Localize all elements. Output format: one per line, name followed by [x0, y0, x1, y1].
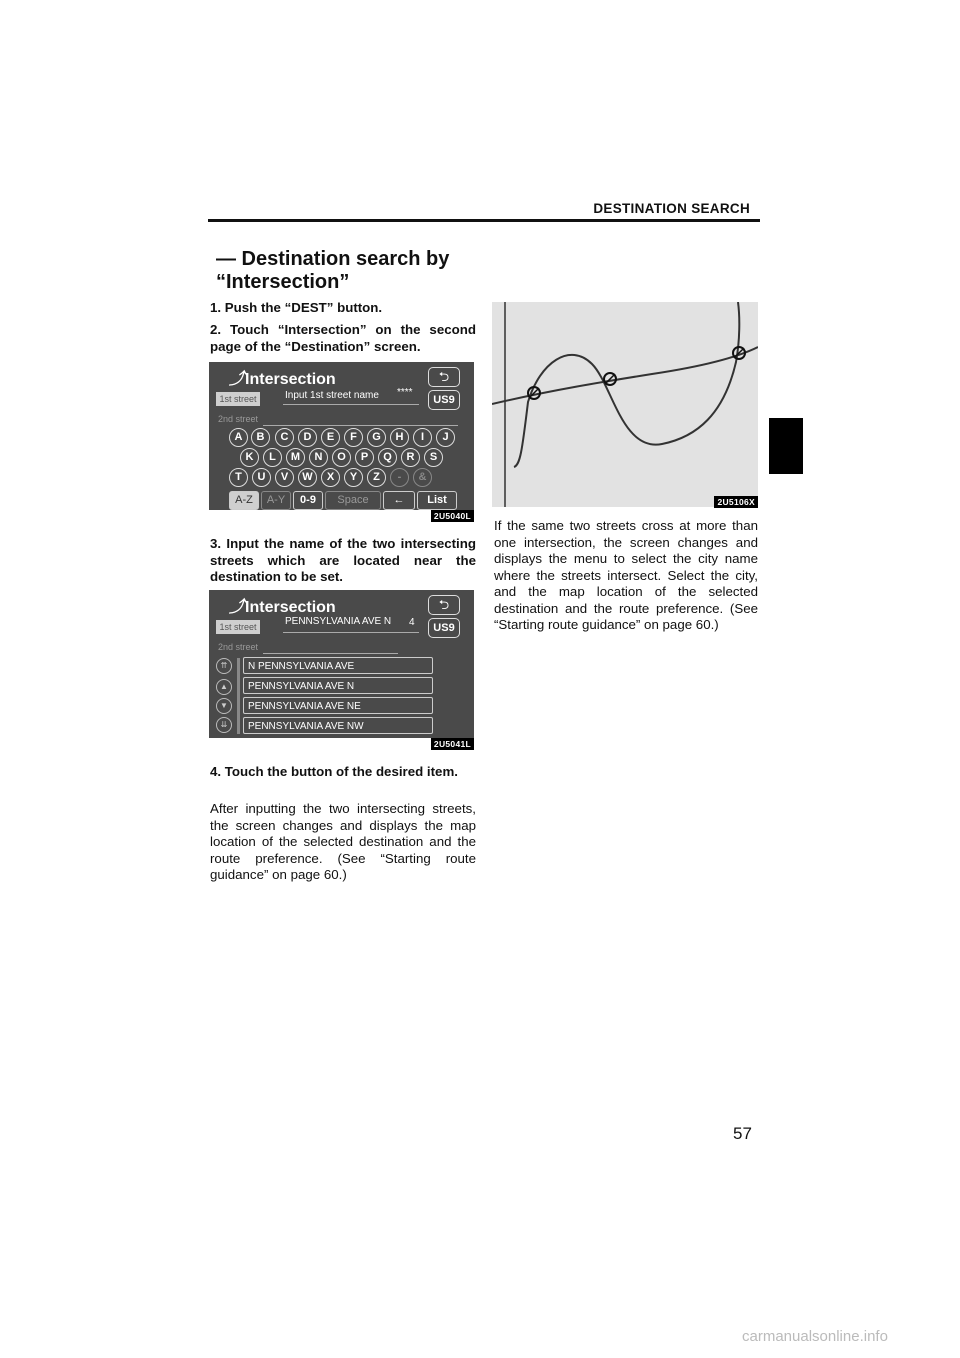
street-input-text: PENNSYLVANIA AVE N [285, 616, 392, 627]
step-4-description: After inputting the two intersecting streets, the screen changes and displays the map location of the selected destination and the route preference. (See “Starting route guidance” on page 60.) [210, 801, 476, 882]
watermark: carmanualsonline.info [742, 1328, 888, 1345]
key-J[interactable]: J [436, 428, 455, 447]
key-I[interactable]: I [413, 428, 432, 447]
route-badge[interactable]: US9 [428, 390, 460, 410]
key-B[interactable]: B [251, 428, 270, 447]
list-item[interactable]: PENNSYLVANIA AVE NE [243, 697, 433, 714]
intersection-diagram [492, 302, 758, 507]
tab-1st-street[interactable]: 1st street [216, 620, 260, 634]
list-item[interactable]: PENNSYLVANIA AVE N [243, 677, 433, 694]
key-P[interactable]: P [355, 448, 374, 467]
key-C[interactable]: C [275, 428, 294, 447]
list-item[interactable]: PENNSYLVANIA AVE NW [243, 717, 433, 734]
intersection-icon: ⤴ [229, 599, 246, 616]
backspace-button[interactable]: ← [383, 491, 415, 510]
route-badge[interactable]: US9 [428, 618, 460, 638]
step-1: 1. Push the “DEST” button. [210, 300, 383, 315]
page-up-icon[interactable]: ⇈ [216, 658, 232, 674]
street-input-text: Input 1st street name [285, 390, 379, 401]
key-Q[interactable]: Q [378, 448, 397, 467]
image-code: 2U5041L [431, 738, 474, 750]
key-X[interactable]: X [321, 468, 340, 487]
input-underline [283, 632, 419, 633]
match-count: **** [397, 387, 413, 398]
intersection-keyboard-screen [209, 362, 474, 510]
input-underline [283, 404, 419, 405]
key-M[interactable]: M [286, 448, 305, 467]
key-K[interactable]: K [240, 448, 259, 467]
list-button[interactable]: List [417, 491, 457, 510]
tab-2nd-street[interactable]: 2nd street [217, 414, 259, 424]
page-number: 57 [733, 1124, 752, 1143]
tab-2nd-street[interactable]: 2nd street [217, 642, 259, 652]
tab-1st-street[interactable]: 1st street [216, 392, 260, 406]
page-down-icon[interactable]: ⇊ [216, 717, 232, 733]
chapter-tab [769, 418, 803, 474]
screen-title: ⤴Intersection [229, 599, 336, 616]
scrollbar[interactable] [237, 658, 240, 734]
section-title-line1: — Destination search by [216, 248, 450, 270]
key-E[interactable]: E [321, 428, 340, 447]
a-y-button[interactable]: A-Y [261, 491, 291, 510]
list-item[interactable]: N PENNSYLVANIA AVE [243, 657, 433, 674]
key-A[interactable]: A [229, 428, 248, 447]
key-L[interactable]: L [263, 448, 282, 467]
key-S[interactable]: S [424, 448, 443, 467]
scroll-down-icon[interactable]: ▼ [216, 698, 232, 714]
screen-title: ⤴Intersection [229, 371, 336, 388]
key-V[interactable]: V [275, 468, 294, 487]
intersection-list-screen [209, 590, 474, 738]
key-O[interactable]: O [332, 448, 351, 467]
key-F[interactable]: F [344, 428, 363, 447]
key-ampersand[interactable]: & [413, 468, 432, 487]
key-T[interactable]: T [229, 468, 248, 487]
intersection-icon: ⤴ [229, 371, 246, 388]
image-code: 2U5106X [714, 496, 758, 508]
key-Y[interactable]: Y [344, 468, 363, 487]
step-3: 3. Input the name of the two intersecting streets which are located near the destination to be set. [210, 536, 476, 584]
input-underline-2 [263, 425, 458, 426]
image-code: 2U5040L [431, 510, 474, 522]
key-H[interactable]: H [390, 428, 409, 447]
a-z-button[interactable]: A-Z [229, 491, 259, 510]
header-rule [208, 219, 760, 222]
section-title-line2: “Intersection” [216, 271, 350, 293]
numbers-button[interactable]: 0-9 [293, 491, 323, 510]
right-paragraph: If the same two streets cross at more than one intersection, the screen changes and displays the menu to select the city name where the streets intersect. Select the city, and the map location of the selected destination and the route preference. (See “Starting route guidance” on page 60.) [494, 518, 758, 632]
key-D[interactable]: D [298, 428, 317, 447]
streets-svg [492, 302, 758, 507]
key-W[interactable]: W [298, 468, 317, 487]
running-header: DESTINATION SEARCH [593, 201, 750, 216]
key-N[interactable]: N [309, 448, 328, 467]
step-4: 4. Touch the button of the desired item. [210, 764, 458, 779]
match-count: 4 [409, 617, 415, 628]
space-button[interactable]: Space [325, 491, 381, 510]
back-button[interactable]: ⮌ [428, 595, 460, 615]
key-Z[interactable]: Z [367, 468, 386, 487]
section-title [216, 248, 449, 294]
key-hyphen[interactable]: - [390, 468, 409, 487]
step-2: 2. Touch “Intersection” on the second page of the “Destination” screen. [210, 322, 476, 354]
scroll-up-icon[interactable]: ▲ [216, 679, 232, 695]
back-button[interactable]: ⮌ [428, 367, 460, 387]
key-R[interactable]: R [401, 448, 420, 467]
key-G[interactable]: G [367, 428, 386, 447]
key-U[interactable]: U [252, 468, 271, 487]
input-underline-2 [263, 653, 398, 654]
street-curve-1 [514, 302, 739, 467]
